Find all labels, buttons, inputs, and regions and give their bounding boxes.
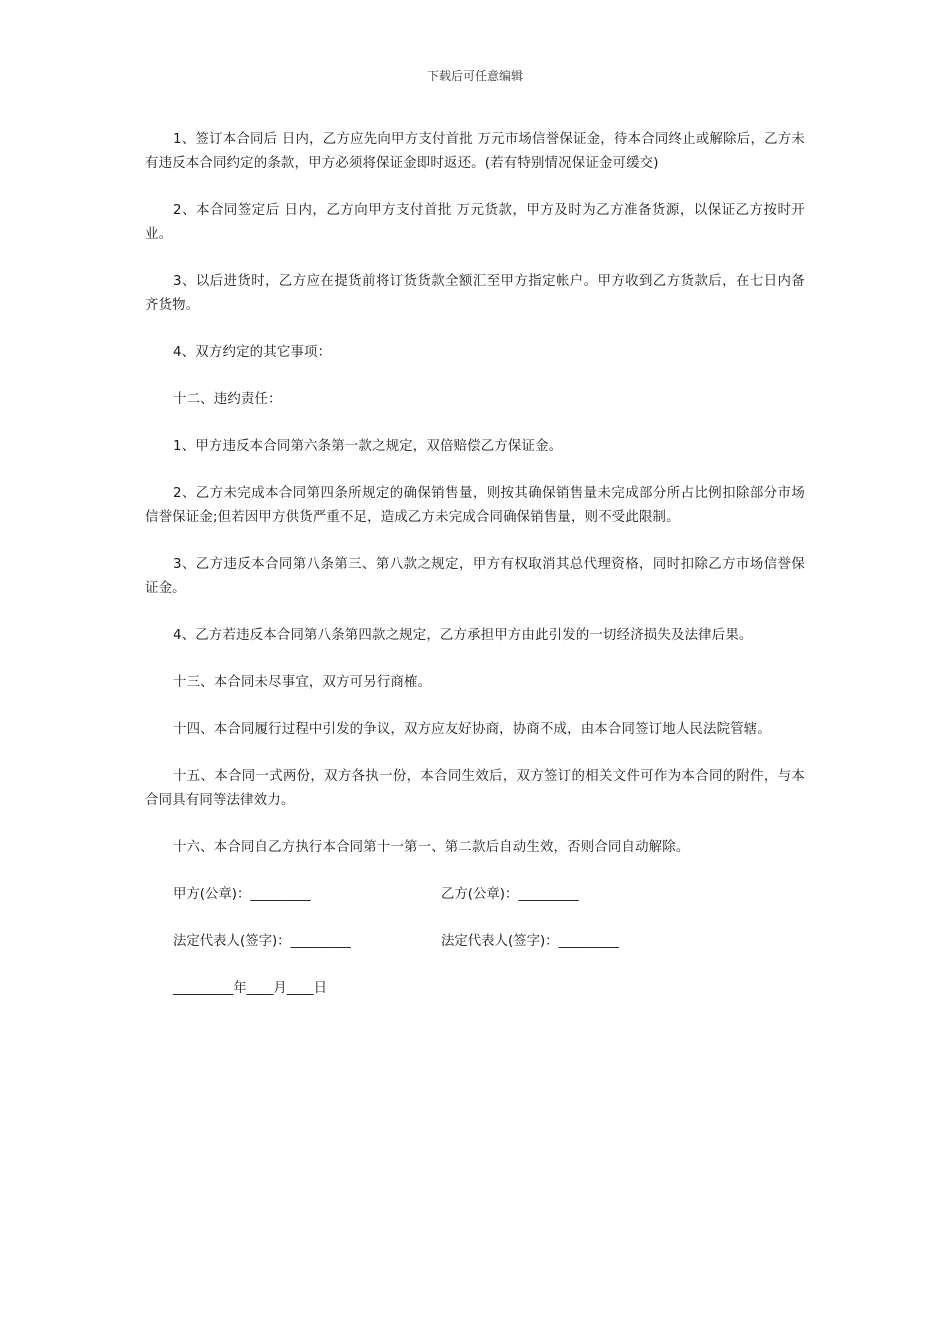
section-heading: 十二、违约责任： — [173, 392, 282, 407]
section-paragraph: 十五、本合同一式两份，双方各执一份，本合同生效后，双方签订的相关文件可作为本合同的附件，与本合同具有同等法律效力。 — [145, 769, 805, 808]
party-a-representative-field: 法定代表人(签字)：_________ — [173, 934, 351, 949]
clause-paragraph: 1、甲方违反本合同第六条第一款之规定，双倍赔偿乙方保证金。 — [173, 439, 563, 454]
section-paragraph: 十四、本合同履行过程中引发的争议，双方应友好协商，协商不成，由本合同签订地人民法院管辖。 — [173, 722, 771, 737]
section-paragraph: 十六、本合同自乙方执行本合同第十一第一、第二款后自动生效，否则合同自动解除。 — [173, 840, 690, 855]
date-field: _________年____月____日 — [173, 981, 327, 996]
party-b-seal-field: 乙方(公章)：_________ — [441, 887, 579, 902]
clause-paragraph: 2、乙方未完成本合同第四条所规定的确保销售量，则按其确保销售量未完成部分所占比例扣除部分市场信誉保证金;但若因甲方供货严重不足，造成乙方未完成合同确保销售量，则不受此限制。 — [145, 486, 805, 525]
clause-paragraph: 4、乙方若违反本合同第八条第四款之规定，乙方承担甲方由此引发的一切经济损失及法律后果。 — [173, 628, 753, 643]
contract-body — [145, 128, 805, 1001]
clause-paragraph: 2、本合同签定后 日内，乙方向甲方支付首批 万元货款，甲方及时为乙方准备货源，以保证乙方按时开业。 — [145, 203, 805, 242]
header-note: 下载后可任意编辑 — [426, 69, 523, 83]
seal-row — [145, 883, 805, 907]
clause-paragraph: 3、乙方违反本合同第八条第三、第八款之规定，甲方有权取消其总代理资格，同时扣除乙方市场信誉保证金。 — [145, 557, 805, 596]
representative-row — [145, 930, 805, 954]
section-paragraph: 十三、本合同未尽事宜，双方可另行商榷。 — [173, 675, 432, 690]
party-b-representative-field: 法定代表人(签字)：_________ — [441, 934, 619, 949]
clause-paragraph: 1、签订本合同后 日内，乙方应先向甲方支付首批 万元市场信誉保证金，待本合同终止或解除后，乙方未有违反本合同约定的条款，甲方必须将保证金即时返还。(若有特别情况保证金可缓交) — [145, 132, 805, 171]
party-a-seal-field: 甲方(公章)：_________ — [173, 887, 311, 902]
clause-paragraph: 3、以后进货时，乙方应在提货前将订货货款全额汇至甲方指定帐户。甲方收到乙方货款后，在七日内备齐货物。 — [145, 274, 805, 313]
clause-paragraph: 4、双方约定的其它事项： — [173, 345, 332, 360]
